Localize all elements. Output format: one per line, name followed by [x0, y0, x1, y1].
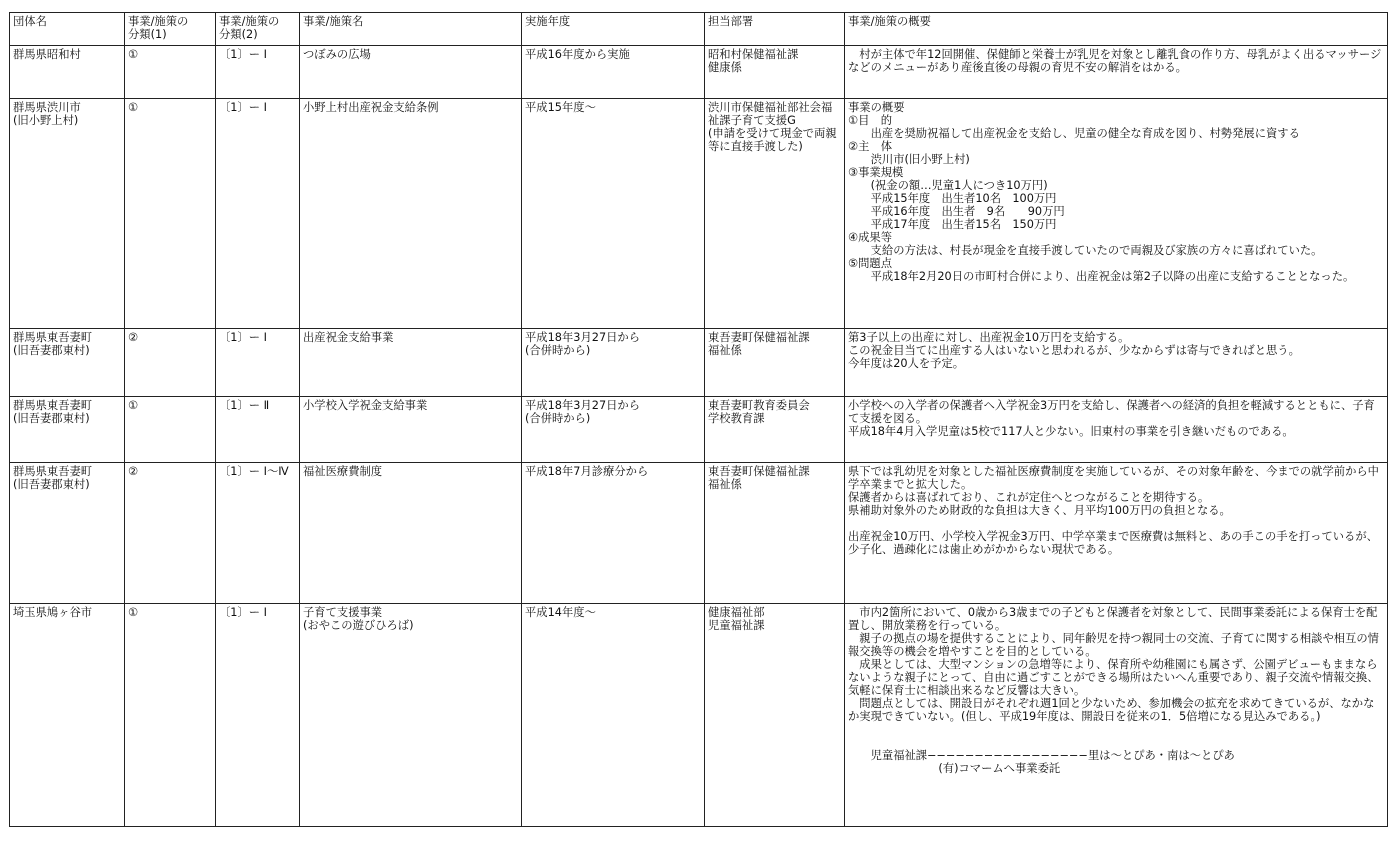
cell-project-name: 小野上村出産祝金支給条例 — [300, 99, 522, 329]
cell-summary: 第3子以上の出産に対し、出産祝金10万円を支給する。 この祝金目当てに出産する人はいないと思われるが、少なからずは寄与できればと思う。 今年度は20人を予定。 — [845, 329, 1388, 397]
cell-summary: 小学校への入学者の保護者へ入学祝金3万円を支給し、保護者への経済的負担を軽減するとともに、子育て支援を図る。 平成18年4月入学児童は5校で117人と少ない。旧東村の事業を引き継いだものである。 — [845, 397, 1388, 463]
cell-category-2: 〔1〕ー Ⅰ — [216, 329, 300, 397]
cell-year: 平成18年7月診療分から — [522, 463, 705, 604]
cell-department: 東吾妻町教育委員会 学校教育課 — [705, 397, 845, 463]
header-category-2: 事業/施策の 分類(2) — [216, 13, 300, 46]
cell-department: 昭和村保健福祉課 健康係 — [705, 46, 845, 99]
cell-category-2: 〔1〕ー Ⅱ — [216, 397, 300, 463]
table-row — [10, 99, 1388, 329]
cell-project-name: 福祉医療費制度 — [300, 463, 522, 604]
table-header-row — [10, 13, 1388, 46]
cell-project-name: 出産祝金支給事業 — [300, 329, 522, 397]
cell-summary: 市内2箇所において、0歳から3歳までの子どもと保護者を対象として、民間事業委託による保育士を配置し、開放業務を行っている。 親子の拠点の場を提供することにより、同年齢児を持つ親同士の交流、子育てに関する相談や相互の情報交換等の機会を増やすことを目的としている。 成果としては、大型マンションの急増等により、保育所や幼稚園にも属さず、公園デビューもままならないような親子にとって、自由に過ごすことができる場所はたいへん重要であり、親子交流や情報交換、気軽に保育士に相談出来るなど反響は大きい。 問題点としては、開設日がそれぞれ週1回と少ないため、参加機会の拡充を求めてきているが、なかなか実現できていない。(但し、平成19年度は、開設日を従来の1．5倍増になる見込みである。) 児童福祉課−−−−−−−−−−−−−−−−−里は～とぴあ・南は～とぴあ (有)コマームへ事業委託 — [845, 604, 1388, 827]
table-row — [10, 604, 1388, 827]
header-category-1: 事業/施策の 分類(1) — [125, 13, 216, 46]
header-department: 担当部署 — [705, 13, 845, 46]
cell-organization: 群馬県東吾妻町 (旧吾妻郡東村) — [10, 397, 125, 463]
cell-category-1: ① — [125, 99, 216, 329]
cell-year: 平成16年度から実施 — [522, 46, 705, 99]
cell-category-2: 〔1〕ー Ⅰ — [216, 604, 300, 827]
cell-category-1: ① — [125, 397, 216, 463]
cell-summary: 県下では乳幼児を対象とした福祉医療費制度を実施しているが、その対象年齢を、今までの就学前から中学卒業までと拡大した。 保護者からは喜ばれており、これが定住へとつながることを期待する。 県補助対象外のため財政的な負担は大きく、月平均100万円の負担となる。 出産祝金10万円、小学校入学祝金3万円、中学卒業まで医療費は無料と、あの手この手を打っているが、少子化、過疎化には歯止めがかからない現状である。 — [845, 463, 1388, 604]
cell-category-1: ② — [125, 463, 216, 604]
table-row — [10, 46, 1388, 99]
table-row — [10, 463, 1388, 604]
cell-project-name: つぼみの広場 — [300, 46, 522, 99]
cell-category-1: ① — [125, 46, 216, 99]
cell-department: 健康福祉部 児童福祉課 — [705, 604, 845, 827]
cell-organization: 群馬県渋川市 (旧小野上村) — [10, 99, 125, 329]
cell-year: 平成15年度～ — [522, 99, 705, 329]
cell-category-1: ② — [125, 329, 216, 397]
cell-project-name: 子育て支援事業 (おやこの遊びひろば) — [300, 604, 522, 827]
table-row — [10, 397, 1388, 463]
table-row — [10, 329, 1388, 397]
cell-year: 平成14年度～ — [522, 604, 705, 827]
header-summary: 事業/施策の概要 — [845, 13, 1388, 46]
cell-department: 渋川市保健福祉部社会福祉課子育て支援G (申請を受けて現金で両親等に直接手渡した) — [705, 99, 845, 329]
header-project-name: 事業/施策名 — [300, 13, 522, 46]
cell-year: 平成18年3月27日から (合併時から) — [522, 397, 705, 463]
cell-summary: 村が主体で年12回開催、保健師と栄養士が乳児を対象とし離乳食の作り方、母乳がよく出るマッサージなどのメニューがあり産後直後の母親の育児不安の解消をはかる。 — [845, 46, 1388, 99]
cell-category-2: 〔1〕ー Ⅰ — [216, 46, 300, 99]
cell-summary: 事業の概要 ①目 的 出産を奨励祝福して出産祝金を支給し、児童の健全な育成を図り、村勢発展に資する ②主 体 渋川市(旧小野上村) ③事業規模 (祝金の額…児童1人につき10万円) 平成15年度 出生者10名 100万円 平成16年度 出生者 9名 90万円 平成17年度 出生者15名 150万円 ④成果等 支給の方法は、村長が現金を直接手渡していたので両親及び家族の方々に喜ばれていた。 ⑤問題点 平成18年2月20日の市町村合併により、出産祝金は第2子以降の出産に支給することとなった。 — [845, 99, 1388, 329]
cell-project-name: 小学校入学祝金支給事業 — [300, 397, 522, 463]
cell-organization: 群馬県東吾妻町 (旧吾妻郡東村) — [10, 463, 125, 604]
cell-organization: 群馬県東吾妻町 (旧吾妻郡東村) — [10, 329, 125, 397]
cell-organization: 群馬県昭和村 — [10, 46, 125, 99]
cell-year: 平成18年3月27日から (合併時から) — [522, 329, 705, 397]
project-table — [9, 12, 1388, 827]
cell-department: 東吾妻町保健福祉課 福祉係 — [705, 463, 845, 604]
header-organization: 団体名 — [10, 13, 125, 46]
cell-category-1: ① — [125, 604, 216, 827]
cell-department: 東吾妻町保健福祉課 福祉係 — [705, 329, 845, 397]
cell-category-2: 〔1〕ー Ⅰ — [216, 99, 300, 329]
cell-organization: 埼玉県鳩ヶ谷市 — [10, 604, 125, 827]
cell-category-2: 〔1〕ー Ⅰ～Ⅳ — [216, 463, 300, 604]
header-year: 実施年度 — [522, 13, 705, 46]
